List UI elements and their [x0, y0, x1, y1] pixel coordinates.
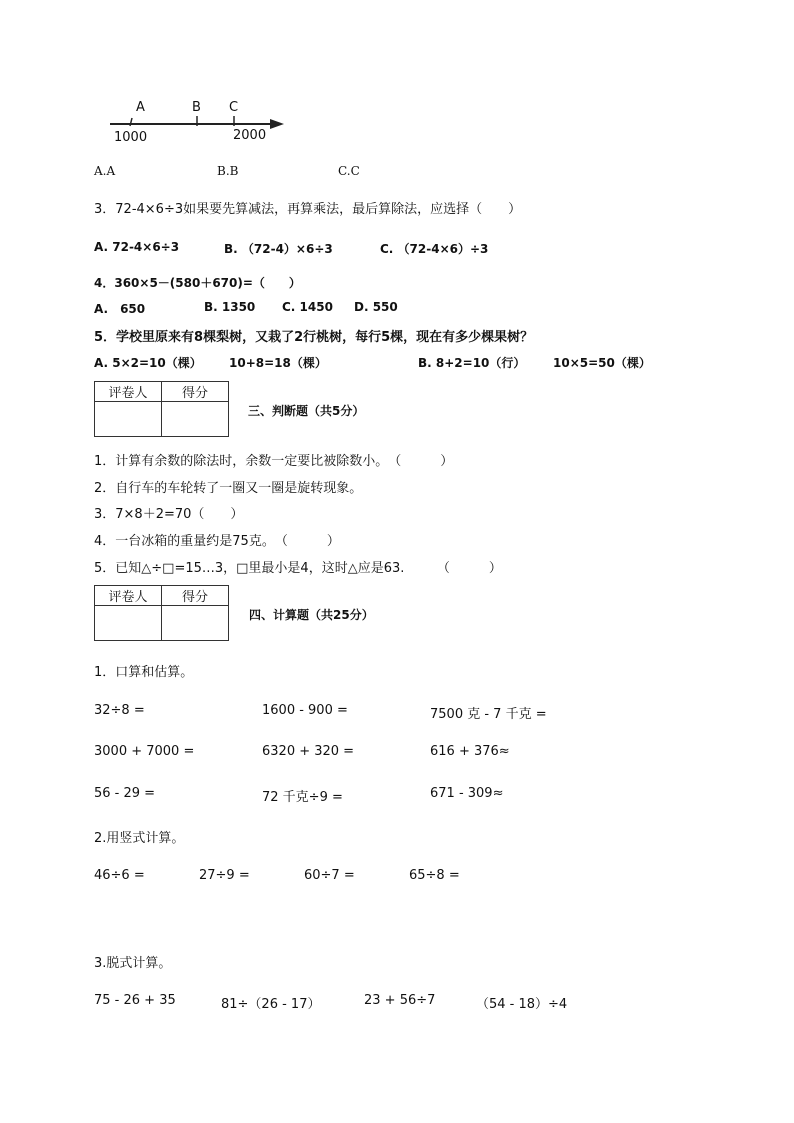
q2-option-a: A.A: [94, 164, 116, 178]
calc-item: 1600 - 900 =: [262, 703, 348, 718]
number-line-figure: [100, 96, 300, 152]
q5-stem: 5．学校里原来有8棵梨树，又栽了2行桃树，每行5棵，现在有多少棵果树？: [94, 330, 534, 345]
judge-item-3: 3．7×8＋2=70（ ）: [94, 507, 244, 522]
grader-cell[interactable]: [95, 402, 162, 437]
q5-option-b1: B. 8+2=10（行）: [418, 356, 526, 370]
stepwise-calc-item: （54 - 18）÷4: [476, 997, 568, 1012]
calc-item: 7500 克 - 7 千克 =: [430, 707, 547, 722]
vertical-calc-item: 65÷8 =: [409, 868, 460, 883]
calc-item: 6320 + 320 =: [262, 744, 355, 759]
grader-header: 评卷人: [95, 586, 162, 606]
score-header: 得分: [162, 586, 229, 606]
calc-item: 3000 + 7000 =: [94, 744, 195, 759]
grader-header: 评卷人: [95, 382, 162, 402]
part1-title: 1．口算和估算。: [94, 665, 194, 680]
q5-option-a2: 10+8=18（棵）: [229, 356, 327, 370]
vertical-calc-item: 46÷6 =: [94, 868, 145, 883]
calc-item: 671 - 309≈: [430, 786, 504, 801]
stepwise-calc-item: 23 + 56÷7: [364, 993, 436, 1008]
q4-option-b: B. 1350: [204, 300, 256, 314]
q4-option-d: D. 550: [354, 300, 398, 314]
score-cell[interactable]: [162, 606, 229, 641]
tick-label-1000: 1000: [114, 130, 148, 145]
section4-title: 四、计算题（共25分）: [249, 608, 374, 622]
label-c: C: [229, 100, 239, 115]
number-line-arrow: [270, 119, 284, 129]
score-header: 得分: [162, 382, 229, 402]
vertical-calc-item: 60÷7 =: [304, 868, 355, 883]
q2-option-b: B.B: [217, 164, 239, 178]
q3-option-c: C. （72-4×6）÷3: [380, 242, 489, 256]
q5-option-a1: A. 5×2=10（棵）: [94, 356, 202, 370]
q3-option-b: B. （72-4）×6÷3: [224, 242, 333, 256]
part3-title: 3.脱式计算。: [94, 956, 172, 971]
stepwise-calc-item: 75 - 26 + 35: [94, 993, 176, 1008]
calc-item: 72 千克÷9 =: [262, 790, 343, 805]
label-a: A: [136, 100, 145, 115]
q3-option-a: A. 72-4×6÷3: [94, 240, 180, 254]
judge-item-2: 2．自行车的车轮转了一圈又一圈是旋转现象。: [94, 481, 363, 496]
part2-title: 2.用竖式计算。: [94, 831, 185, 846]
q3-stem: 3．72-4×6÷3如果要先算减法，再算乘法，最后算除法，应选择（ ）: [94, 202, 522, 217]
grader-cell[interactable]: [95, 606, 162, 641]
section3-title: 三、判断题（共5分）: [248, 404, 365, 418]
tick-label-2000: 2000: [233, 128, 267, 143]
calc-item: 616 + 376≈: [430, 744, 510, 759]
calc-item: 32÷8 =: [94, 703, 145, 718]
q4-option-c: C. 1450: [282, 300, 333, 314]
q5-option-b2: 10×5=50（棵）: [553, 356, 651, 370]
label-b: B: [192, 100, 201, 115]
q2-option-c: C.C: [338, 164, 360, 178]
judge-item-4: 4．一台冰箱的重量约是75克。 （ ）: [94, 534, 340, 549]
score-box: [94, 585, 229, 641]
judge-item-1: 1．计算有余数的除法时，余数一定要比被除数小。 （ ）: [94, 454, 454, 469]
score-cell[interactable]: [162, 402, 229, 437]
q4-stem: 4．360×5－(580＋670)=（ ）: [94, 276, 301, 290]
q4-option-a: A. 650: [94, 302, 146, 316]
score-box: [94, 381, 229, 437]
calc-item: 56 - 29 =: [94, 786, 156, 801]
judge-item-5: 5．已知△÷□=15…3，□里最小是4，这时△应是63. （ ）: [94, 561, 502, 576]
vertical-calc-item: 27÷9 =: [199, 868, 250, 883]
stepwise-calc-item: 81÷（26 - 17）: [221, 997, 321, 1012]
